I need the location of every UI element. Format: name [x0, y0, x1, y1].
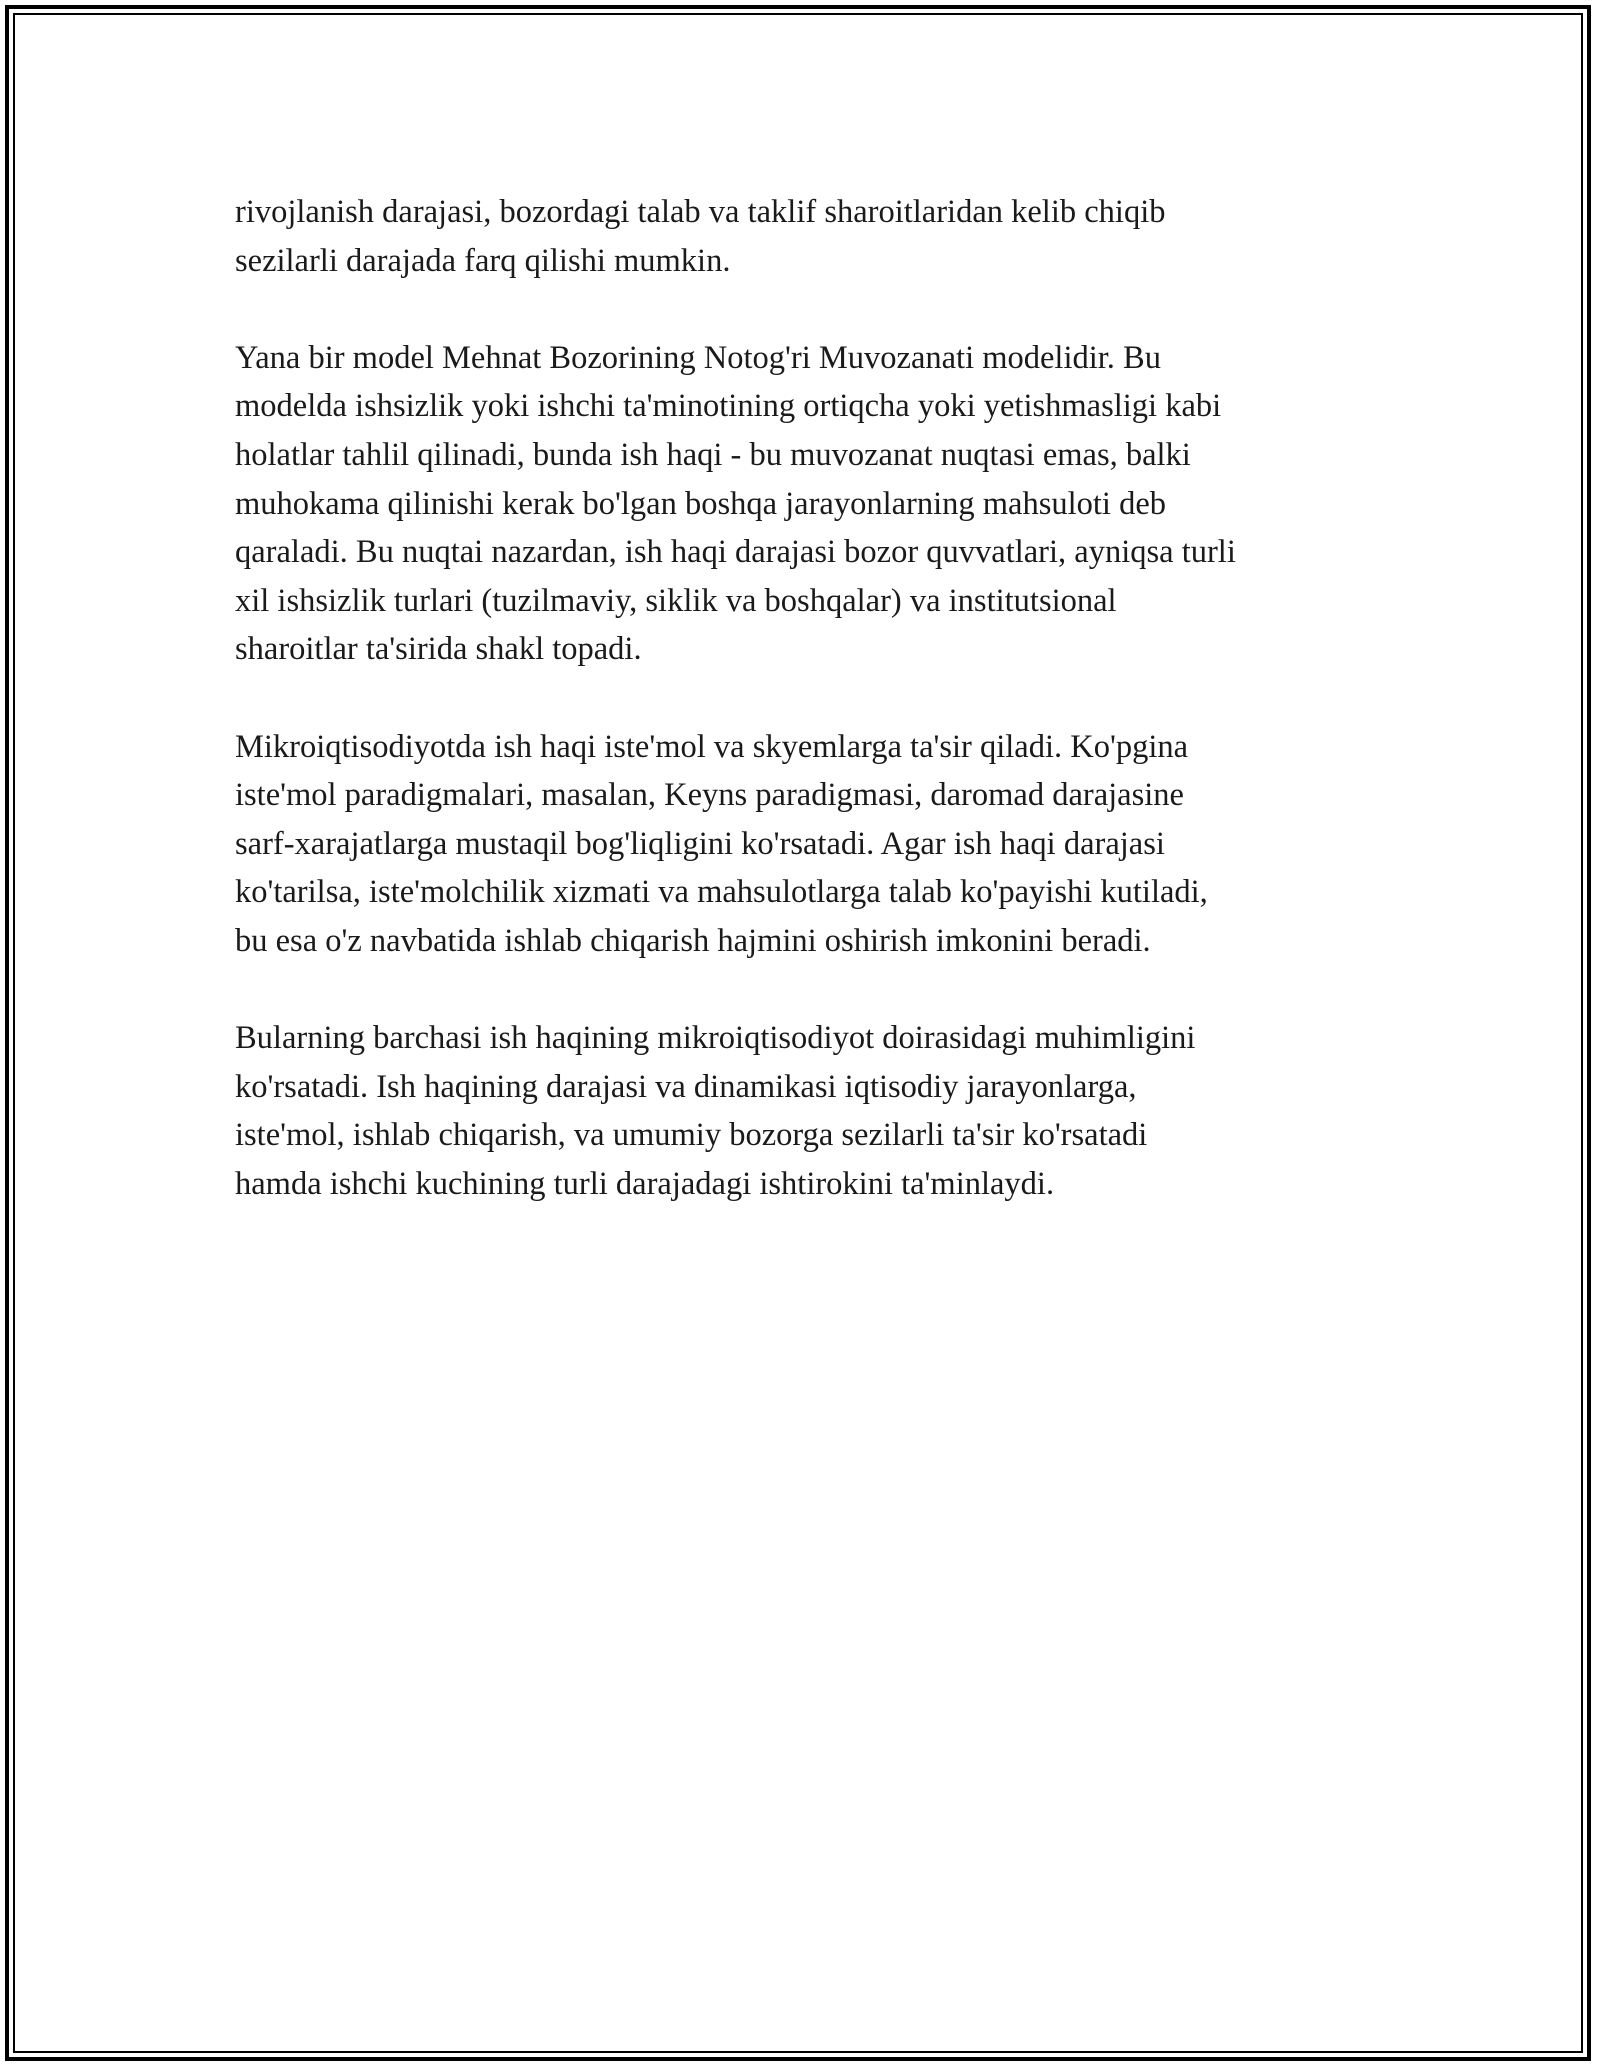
paragraph: Mikroiqtisodiyotda ish haqi iste'mol va skyemlarga ta'sir qiladi. Ko'pgina iste'mol paradigmalari, masalan, Keyns paradigmasi, daromad darajasine sarf-xarajatlarga mustaqil bog'liqligini ko'rsatadi. Agar ish haqi darajasi ko'tarilsa, iste'molchilik xizmati va mahsulotlarga talab ko'payishi kutiladi, bu esa o'z navbatida ishlab chiqarish hajmini oshirish imkonini beradi. — [235, 728, 1208, 959]
document-body — [235, 188, 1385, 1257]
paragraph: Bularning barchasi ish haqining mikroiqtisodiyot doirasidagi muhimligini ko'rsatadi. Ish haqining darajasi va dinamikasi iqtisodiy jarayonlarga, iste'mol, ishlab chiqarish, va umumiy bozorga sezilarli ta'sir ko'rsatadi hamda ishchi kuchining turli darajadagi ishtirokini ta'minlaydi. — [235, 1020, 1196, 1202]
paragraph: rivojlanish darajasi, bozordagi talab va taklif sharoitlaridan kelib chiqib sezilarli darajada farq qilishi mumkin. — [235, 194, 1166, 279]
paragraph: Yana bir model Mehnat Bozorining Notog'ri Muvozanati modelidir. Bu modelda ishsizlik yoki ishchi ta'minotining ortiqcha yoki yetishmasligi kabi holatlar tahlil qilinadi, bunda ish haqi - bu muvozanat nuqtasi emas, balki muhokama qilinishi kerak bo'lgan boshqa jarayonlarning mahsuloti deb qaraladi. Bu nuqtai nazardan, ish haqi darajasi bozor quvvatlari, ayniqsa turli xil ishsizlik turlari (tuzilmaviy, siklik va boshqalar) va institutsional sharoitlar ta'sirida shakl topadi. — [235, 339, 1236, 668]
